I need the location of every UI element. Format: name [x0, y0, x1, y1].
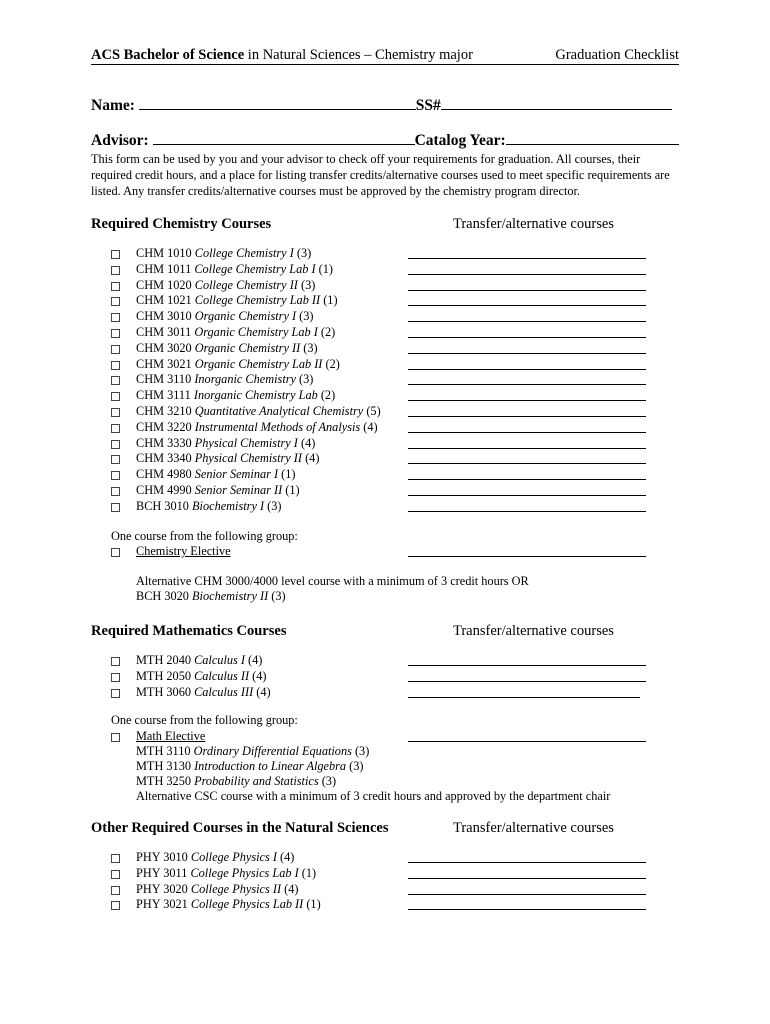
science-section-heading: Other Required Courses in the Natural Sciences	[91, 820, 389, 836]
course-credits: (3)	[346, 759, 364, 773]
transfer-field[interactable]	[408, 511, 646, 512]
course-credits: (1)	[303, 897, 321, 912]
course-name: Inorganic Chemistry Lab	[193, 388, 318, 403]
course-code: BCH 3010	[136, 498, 193, 513]
checkbox[interactable]	[111, 313, 120, 322]
checkbox[interactable]	[111, 297, 120, 306]
course-code: CHM 4990	[136, 482, 195, 497]
course-credits: (1)	[278, 467, 296, 482]
checkbox[interactable]	[111, 854, 120, 863]
course-credits: (4)	[249, 668, 267, 683]
chemistry-group-intro: One course from the following group:	[111, 529, 298, 543]
course-name: Organic Chemistry Lab I	[194, 324, 318, 339]
checkbox[interactable]	[111, 503, 120, 512]
course-name: Physical Chemistry I	[194, 435, 298, 450]
course-name: Senior Seminar II	[194, 482, 283, 497]
course-credits: (1)	[282, 482, 300, 497]
checkbox[interactable]	[111, 266, 120, 275]
course-credits: (3)	[318, 774, 337, 788]
course-code: CHM 3011	[136, 324, 195, 339]
course-label	[136, 669, 267, 685]
math-alternative-line: Alternative CSC course with a minimum of 3 credit hours and approved by the department chair	[136, 789, 611, 803]
course-code: CHM 3111	[136, 388, 194, 403]
checkbox[interactable]	[111, 901, 120, 910]
document-header	[91, 45, 679, 67]
math-elective-label: Math Elective	[136, 729, 206, 743]
course-code: PHY 3020	[136, 881, 191, 896]
header-rule	[91, 64, 679, 65]
course-code: CHM 1020	[136, 277, 195, 292]
course-name: Organic Chemistry II	[194, 340, 301, 355]
course-credits: (3)	[297, 277, 316, 292]
course-name: College Chemistry I	[194, 246, 294, 260]
course-code: MTH 3060	[136, 684, 195, 699]
course-label	[136, 436, 315, 452]
course-label	[136, 293, 338, 309]
course-code: MTH 2040	[136, 653, 195, 667]
advisor-label: Advisor:	[91, 132, 153, 149]
chemistry-section-heading: Required Chemistry Courses	[91, 216, 272, 232]
checkbox[interactable]	[111, 329, 120, 338]
course-label	[136, 262, 333, 278]
ss-field[interactable]	[441, 94, 672, 110]
course-name: Ordinary Differential Equations	[193, 744, 352, 758]
course-name: Quantitative Analytical Chemistry	[194, 403, 364, 418]
catalog-year-label: Catalog Year:	[414, 132, 506, 149]
checkbox[interactable]	[111, 673, 120, 682]
transfer-field[interactable]	[408, 741, 646, 742]
checkbox[interactable]	[111, 689, 120, 698]
transfer-field[interactable]	[408, 681, 646, 682]
course-credits: (4)	[244, 653, 263, 667]
checkbox[interactable]	[111, 886, 120, 895]
catalog-year-field[interactable]	[506, 129, 679, 145]
course-code: CHM 3340	[136, 451, 195, 466]
checkbox[interactable]	[111, 455, 120, 464]
course-name: Organic Chemistry Lab II	[194, 356, 323, 371]
course-credits: (4)	[281, 881, 299, 896]
chemistry-alternative-line: Alternative CHM 3000/4000 level course with a minimum of 3 credit hours OR	[136, 574, 529, 588]
course-credits: (2)	[317, 388, 336, 403]
course-credits: (4)	[297, 435, 316, 450]
course-code: CHM 3220	[136, 419, 195, 434]
course-label	[136, 357, 340, 373]
course-credits: (4)	[302, 451, 320, 466]
course-name: Physical Chemistry II	[194, 451, 302, 466]
checkbox[interactable]	[111, 548, 120, 557]
checkbox[interactable]	[111, 870, 120, 879]
transfer-field[interactable]	[408, 909, 646, 910]
course-name: Introduction to Linear Algebra	[194, 759, 347, 773]
course-credits: (1)	[320, 293, 338, 308]
course-code: CHM 3020	[136, 340, 195, 355]
course-label	[136, 309, 314, 325]
transfer-field[interactable]	[408, 416, 646, 417]
course-name: College Physics II	[190, 881, 282, 896]
course-code: MTH 2050	[136, 668, 195, 683]
course-credits: (1)	[315, 261, 333, 276]
checkbox[interactable]	[111, 376, 120, 385]
chemistry-elective-label: Chemistry Elective	[136, 544, 231, 558]
transfer-field[interactable]	[408, 258, 646, 259]
name-label: Name:	[91, 97, 139, 114]
course-name: College Chemistry II	[194, 277, 298, 292]
course-label	[136, 325, 335, 341]
course-label	[136, 483, 300, 499]
course-name: Probability and Statistics	[194, 774, 319, 788]
transfer-field[interactable]	[408, 337, 646, 338]
course-name: Calculus II	[194, 668, 250, 683]
intro-paragraph: This form can be used by you and your advisor to check off your requirements for graduation. All courses, their required credit hours, and a place for listing transfer credits/alternative courses used to meet specific requirements are listed. Any transfer credits/alternative courses must be approved by the chemistry program director.	[91, 152, 670, 198]
transfer-field[interactable]	[408, 274, 646, 275]
course-code: CHM 4980	[136, 467, 195, 482]
transfer-field[interactable]	[408, 463, 646, 464]
course-label	[136, 451, 319, 467]
course-label	[136, 372, 313, 388]
course-code: CHM 3010	[136, 309, 195, 324]
science-transfer-heading: Transfer/alternative courses	[453, 820, 614, 836]
course-label	[136, 685, 271, 701]
ss-label: SS#	[415, 97, 441, 114]
transfer-field[interactable]	[408, 479, 646, 480]
course-name: Organic Chemistry I	[194, 309, 297, 324]
transfer-field[interactable]	[408, 321, 646, 322]
course-credits: (2)	[322, 356, 340, 371]
math-elective-options	[136, 744, 369, 789]
course-code: CHM 3110	[136, 372, 195, 387]
course-label	[136, 866, 316, 882]
course-label	[136, 278, 315, 294]
course-credits: (1)	[298, 865, 317, 880]
checkbox[interactable]	[111, 471, 120, 480]
course-label	[136, 404, 381, 420]
course-name: Senior Seminar I	[194, 467, 279, 482]
advisor-field[interactable]	[153, 129, 415, 145]
transfer-field[interactable]	[408, 448, 646, 449]
transfer-field[interactable]	[408, 400, 646, 401]
course-label	[136, 246, 311, 262]
transfer-field[interactable]	[408, 384, 646, 385]
transfer-field[interactable]	[408, 697, 640, 698]
course-name: Instrumental Methods of Analysis	[194, 419, 361, 434]
checkbox[interactable]	[111, 440, 120, 449]
course-code: CHM 3021	[136, 356, 195, 371]
transfer-field[interactable]	[408, 878, 646, 879]
course-name: Calculus III	[194, 684, 254, 699]
course-credits: (4)	[253, 684, 271, 699]
course-label	[136, 420, 378, 436]
course-name: Biochemistry I	[192, 498, 265, 513]
checkbox[interactable]	[111, 733, 120, 742]
course-code: CHM 3330	[136, 435, 195, 450]
document-subtitle: Graduation Checklist	[555, 47, 679, 63]
math-transfer-heading: Transfer/alternative courses	[453, 623, 614, 639]
checkbox[interactable]	[111, 392, 120, 401]
course-name: College Chemistry Lab I	[194, 261, 316, 276]
course-label	[136, 882, 298, 898]
math-option	[136, 774, 369, 789]
math-option	[136, 744, 369, 759]
course-name: College Chemistry Lab II	[194, 293, 321, 308]
course-name: Calculus I	[194, 653, 245, 667]
name-field[interactable]	[139, 94, 416, 110]
course-code: CHM 3210	[136, 403, 195, 418]
course-code: CHM 1011	[136, 261, 195, 276]
transfer-field[interactable]	[408, 862, 646, 863]
course-credits: (3)	[295, 372, 314, 387]
transfer-field[interactable]	[408, 894, 646, 895]
transfer-field[interactable]	[408, 305, 646, 306]
course-credits: (4)	[276, 850, 295, 864]
checkbox[interactable]	[111, 487, 120, 496]
course-name: College Physics Lab I	[190, 865, 299, 880]
checkbox[interactable]	[111, 361, 120, 370]
checkbox[interactable]	[111, 282, 120, 291]
course-name: College Physics Lab II	[190, 897, 304, 912]
name-field-row	[91, 94, 672, 116]
checkbox[interactable]	[111, 345, 120, 354]
math-option	[136, 759, 369, 774]
course-code: MTH 3110	[136, 744, 194, 758]
document-title: ACS Bachelor of Science in Natural Sciences – Chemistry major	[91, 47, 473, 63]
course-label	[136, 341, 318, 357]
course-code: PHY 3010	[136, 850, 191, 864]
math-section-heading: Required Mathematics Courses	[91, 623, 287, 639]
course-code: CHM 1010	[136, 246, 195, 260]
course-credits: (2)	[317, 324, 336, 339]
course-credits: (5)	[363, 403, 381, 418]
chemistry-transfer-heading: Transfer/alternative courses	[453, 216, 614, 232]
course-code: PHY 3021	[136, 897, 191, 912]
transfer-field[interactable]	[408, 432, 646, 433]
transfer-field[interactable]	[408, 665, 646, 666]
course-name: College Physics I	[190, 850, 277, 864]
course-label	[136, 653, 262, 669]
transfer-field[interactable]	[408, 556, 646, 557]
course-code: MTH 3250	[136, 774, 195, 788]
course-label	[136, 499, 282, 515]
transfer-field[interactable]	[408, 353, 646, 354]
checkbox[interactable]	[111, 657, 120, 666]
course-credits: (4)	[360, 419, 378, 434]
course-label	[136, 850, 294, 866]
course-code: PHY 3011	[136, 865, 191, 880]
course-credits: (3)	[300, 340, 318, 355]
transfer-field[interactable]	[408, 369, 646, 370]
transfer-field[interactable]	[408, 495, 646, 496]
checkbox[interactable]	[111, 250, 120, 259]
math-group-intro: One course from the following group:	[111, 713, 298, 727]
course-label	[136, 897, 321, 913]
course-code: MTH 3130	[136, 759, 195, 773]
course-credits: (3)	[296, 309, 314, 324]
checkbox[interactable]	[111, 424, 120, 433]
course-credits: (3)	[293, 246, 312, 260]
course-code: CHM 1021	[136, 293, 195, 308]
transfer-field[interactable]	[408, 290, 646, 291]
course-credits: (3)	[351, 744, 370, 758]
course-credits: (3)	[264, 498, 282, 513]
advisor-field-row	[91, 129, 679, 151]
chemistry-alternative-line-2: BCH 3020 Biochemistry II (3)	[136, 589, 286, 603]
course-label	[136, 388, 335, 404]
checkbox[interactable]	[111, 408, 120, 417]
course-name: Inorganic Chemistry	[194, 372, 296, 387]
course-label	[136, 467, 296, 483]
